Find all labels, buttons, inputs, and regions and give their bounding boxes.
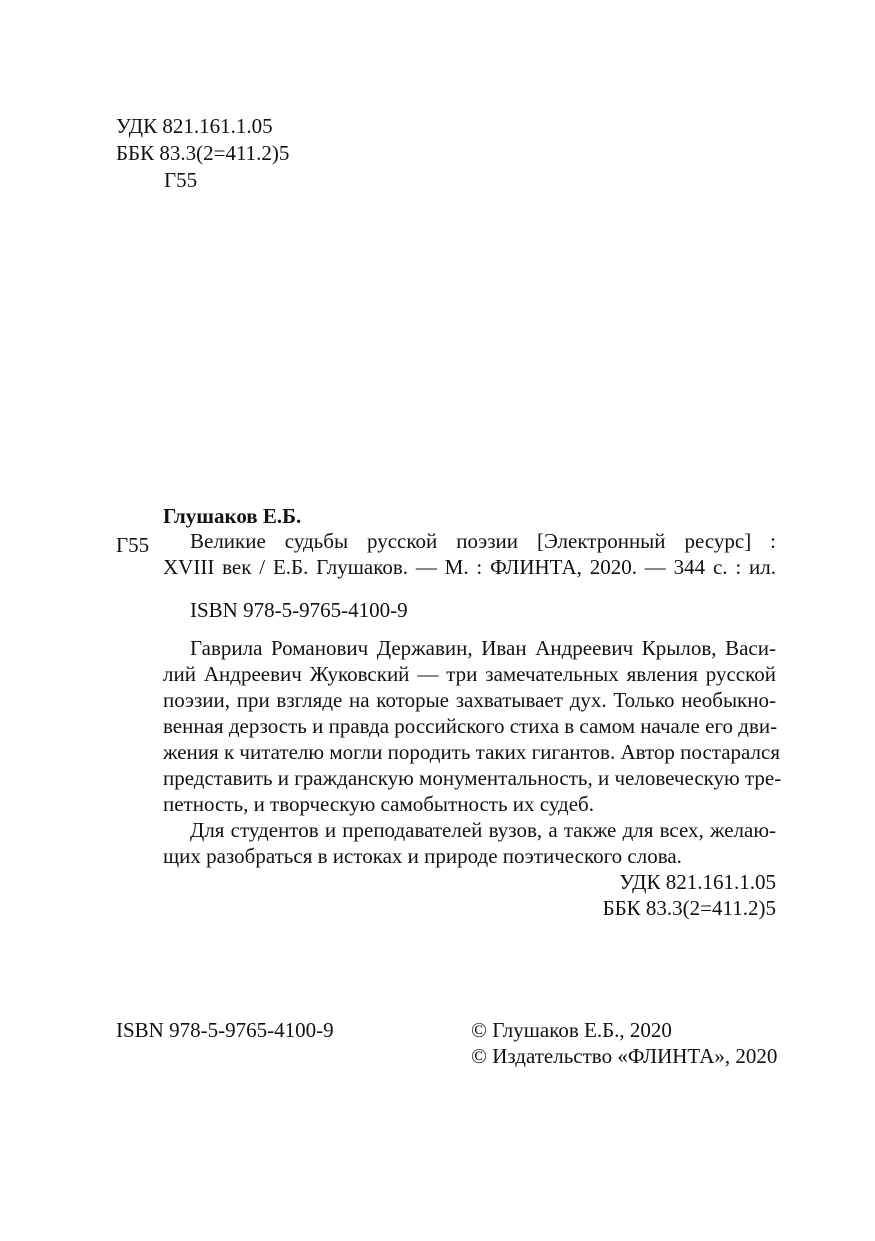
annotation-line: поэзии, при взгляде на которые захватывает дух. Только необыкно- xyxy=(163,688,776,712)
audience-line: щих разобраться в истоках и природе поэтического слова. xyxy=(163,844,682,868)
bbk-top: ББК 83.3(2=411.2)5 xyxy=(116,141,290,165)
author-heading: Глушаков Е.Б. xyxy=(163,504,302,528)
author-mark-top: Г55 xyxy=(164,168,198,192)
isbn-record: ISBN 978-5-9765-4100-9 xyxy=(190,598,408,622)
copyright-author: © Глушаков Е.Б., 2020 xyxy=(471,1018,672,1042)
isbn-footer: ISBN 978-5-9765-4100-9 xyxy=(116,1018,334,1042)
title-line-2: XVIII век / Е.Б. Глушаков. — М. : ФЛИНТА, 2020. — 344 с. : ил. xyxy=(163,555,776,579)
annotation-line: Гаврила Романович Державин, Иван Андреевич Крылов, Васи- xyxy=(190,636,776,660)
annotation-line: венная дерзость и правда российского стиха в самом начале его дви- xyxy=(163,714,778,738)
bbk-record: ББК 83.3(2=411.2)5 xyxy=(602,896,776,920)
annotation-line: представить и гражданскую монументальность, и человеческую тре- xyxy=(163,766,782,790)
udk-record: УДК 821.161.1.05 xyxy=(619,870,776,894)
annotation-line: жения к читателю могли породить таких гигантов. Автор постарался xyxy=(163,740,780,764)
audience-line: Для студентов и преподавателей вузов, а также для всех, желаю- xyxy=(190,818,776,842)
author-mark: Г55 xyxy=(116,533,150,557)
annotation-line: лий Андреевич Жуковский — три замечательных явления русской xyxy=(163,662,776,686)
annotation-line: петность, и творческую самобытность их судеб. xyxy=(163,792,594,816)
copyright-publisher: © Издательство «ФЛИНТА», 2020 xyxy=(471,1044,778,1068)
title-line-1: Великие судьбы русской поэзии [Электронный ресурс] : xyxy=(190,529,776,553)
udk-top: УДК 821.161.1.05 xyxy=(116,114,273,138)
